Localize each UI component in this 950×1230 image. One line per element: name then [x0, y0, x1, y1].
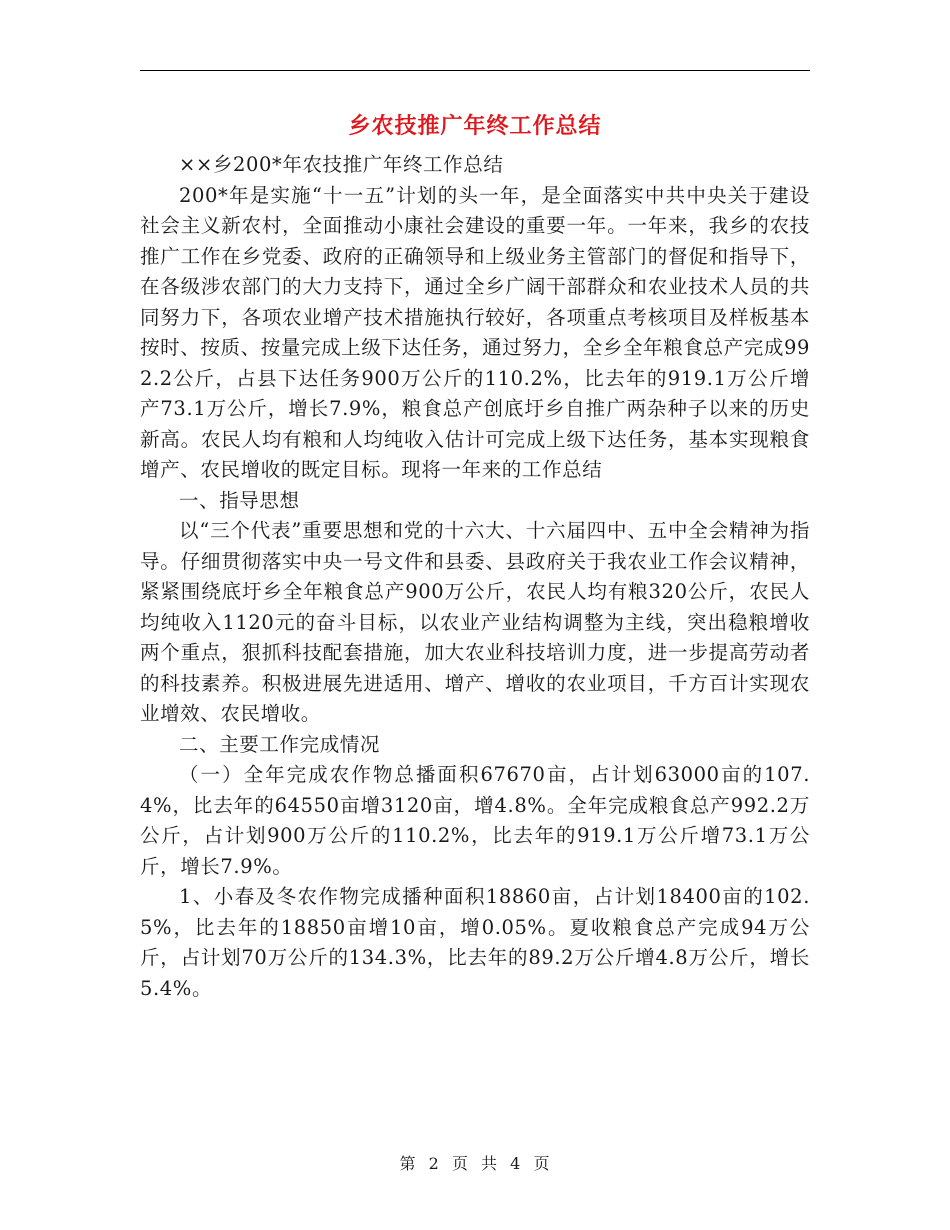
- section-heading-guiding-ideology: 一、指导思想: [179, 488, 300, 512]
- section-heading-main-work: 二、主要工作完成情况: [179, 732, 381, 756]
- footer-label-unit-end: 页: [533, 1154, 551, 1173]
- document-title: 乡农技推广年终工作总结: [348, 113, 602, 139]
- guiding-ideology-paragraph: 以“三个代表”重要思想和党的十六大、十六届四中、五中全会精神为指导。仔细贯彻落实中央一号文件和县委、县政府关于我农业工作会议精神，紧紧围绕底圩乡全年粮食总产900万公斤，农民人均有粮320公斤，农民人均纯收入1120元的奋斗目标，以农业产业结构调整为主线，突出稳粮增收两个重点，狠抓科技配套措施，加大农业科技培训力度，进一步提高劳动者的科技素养。积极进展先进适用、增产、增收的农业项目，千方百计实现农业增效、农民增收。: [140, 519, 810, 725]
- subtitle-line: ××乡200*年农技推广年终工作总结: [179, 153, 504, 176]
- main-work-item-1-paragraph: （一）全年完成农作物总播面积67670亩，占计划63000亩的107.4%，比去年的64550亩增3120亩，增4.8%。全年完成粮食总产992.2万公斤，占计划900万公斤的110.2%，比去年的919.1万公斤增73.1万公斤，增长7.9%。: [140, 763, 810, 878]
- footer-label-total: 共: [481, 1154, 499, 1173]
- footer-label-unit: 页: [451, 1154, 469, 1173]
- header-rule: [140, 70, 810, 71]
- footer-label-page: 第: [399, 1154, 417, 1173]
- main-work-subitem-1-paragraph: 1、小春及冬农作物完成播种面积18860亩，占计划18400亩的102.5%，比去年的18850亩增10亩，增0.05%。夏收粮食总产完成94万公斤，占计划70万公斤的134.3%，比去年的89.2万公斤增4.8万公斤，增长5.4%。: [140, 885, 810, 1000]
- footer-current-page: 2: [428, 1154, 440, 1173]
- page-footer: [0, 1152, 950, 1176]
- document-body: [140, 150, 810, 1004]
- footer-total-pages: 4: [510, 1154, 522, 1173]
- intro-paragraph: 200*年是实施“十一五”计划的头一年，是全面落实中共中央关于建设社会主义新农村，全面推动小康社会建设的重要一年。一年来，我乡的农技推广工作在乡党委、政府的正确领导和上级业务主管部门的督促和指导下，在各级涉农部门的大力支持下，通过全乡广阔干部群众和农业技术人员的共同努力下，各项农业增产技术措施执行较好，各项重点考核项目及样板基本按时、按质、按量完成上级下达任务，通过努力，全乡全年粮食总产完成992.2公斤，占县下达任务900万公斤的110.2%，比去年的919.1万公斤增产73.1万公斤，增长7.9%，粮食总产创底圩乡自推广两杂种子以来的历史新高。农民人均有粮和人均纯收入估计可完成上级下达任务，基本实现粮食增产、农民增收的既定目标。现将一年来的工作总结: [140, 183, 810, 481]
